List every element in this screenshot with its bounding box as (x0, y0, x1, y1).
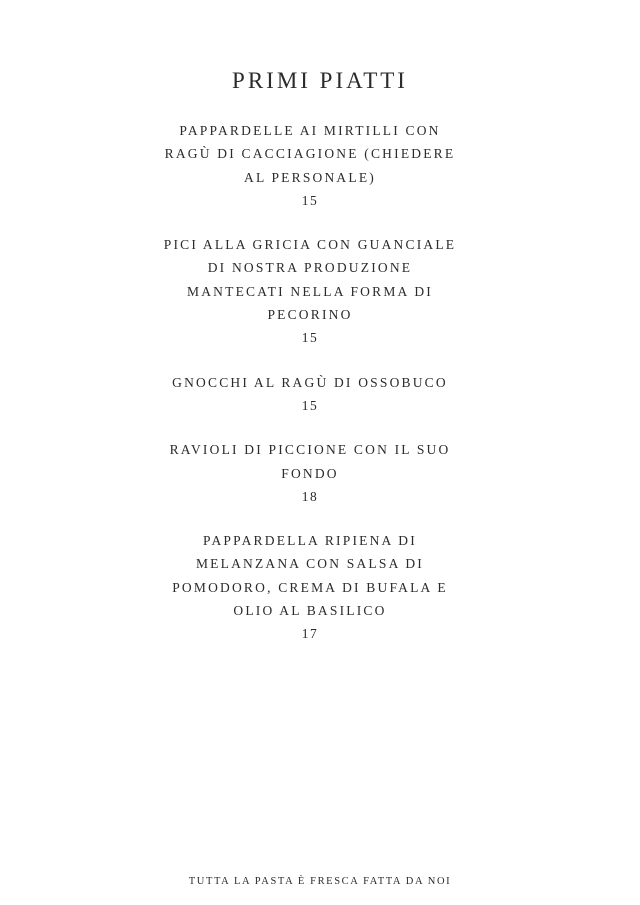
menu-footer-note: TUTTA LA PASTA È FRESCA FATTA DA NOI (188, 876, 452, 887)
menu-item (160, 371, 460, 418)
menu-item-price: 18 (301, 488, 319, 504)
menu-item-price: 15 (301, 330, 319, 346)
menu-item-name: PICI ALLA GRICIA CON GUANCIALE DI NOSTRA PRODUZIONE MANTECATI NELLA FORMA DI PECORINO (163, 237, 457, 323)
menu-item-name: PAPPARDELLE AI MIRTILLI CON RAGÙ DI CACCIAGIONE (CHIEDERE AL PERSONALE) (164, 123, 456, 185)
menu-item (160, 233, 460, 349)
menu-item-price: 17 (301, 626, 319, 642)
menu-item (160, 119, 460, 212)
menu-item (160, 529, 460, 645)
menu-item-name: GNOCCHI AL RAGÙ DI OSSOBUCO (172, 374, 448, 390)
menu-item-list (160, 119, 460, 667)
menu-item (160, 438, 460, 508)
menu-item-name: PAPPARDELLA RIPIENA DI MELANZANA CON SALSA DI POMODORO, CREMA DI BUFALA E OLIO AL BASILICO (172, 533, 448, 619)
menu-item-name: RAVIOLI DI PICCIONE CON IL SUO FONDO (169, 442, 451, 481)
menu-item-price: 15 (301, 192, 319, 208)
menu-item-price: 15 (301, 397, 319, 413)
menu-title: PRIMI PIATTI (232, 68, 408, 93)
